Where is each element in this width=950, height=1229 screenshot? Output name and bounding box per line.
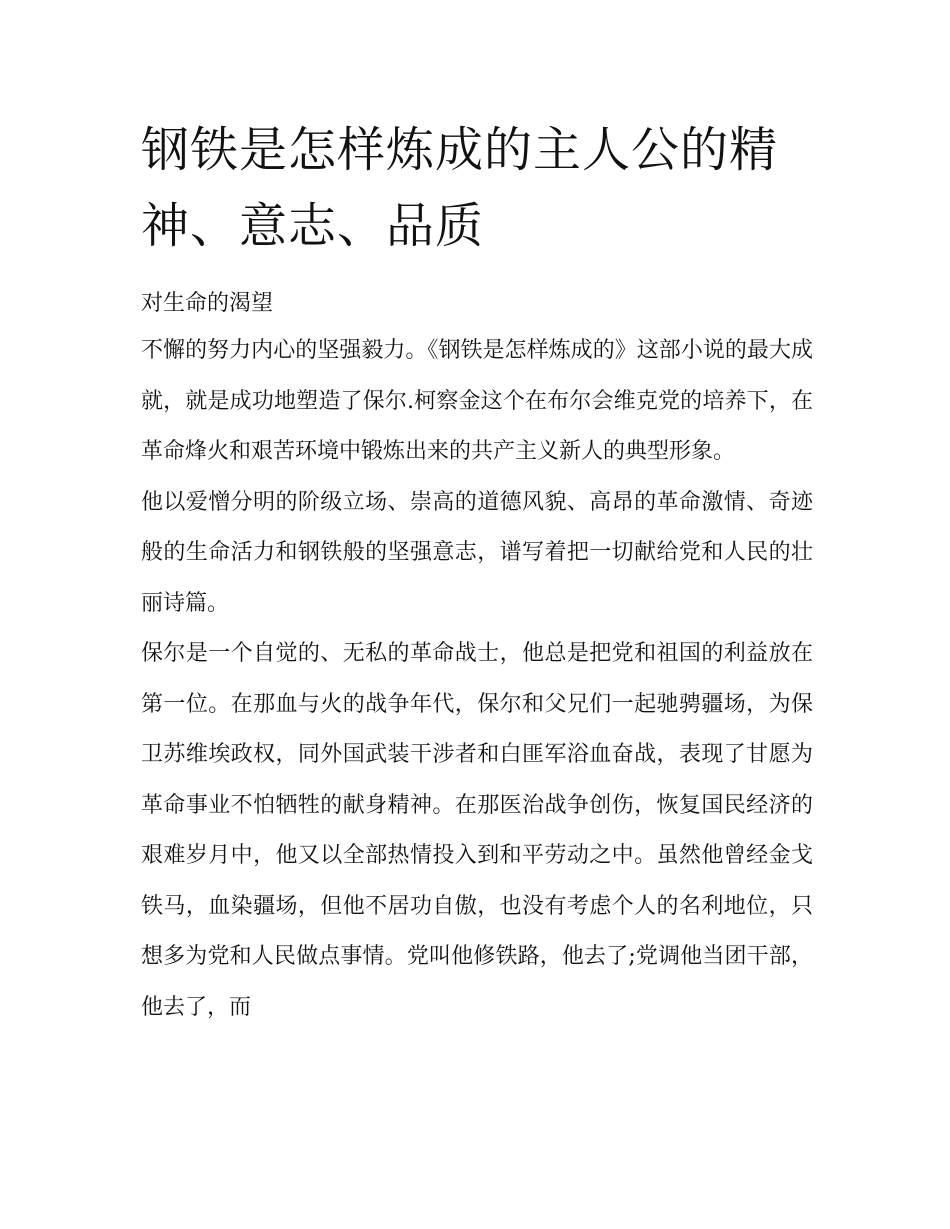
document-subtitle: 对生命的渴望: [141, 291, 274, 316]
document-title: 钢铁是怎样炼成的主人公的精神、意志、品质: [141, 122, 779, 254]
paragraph-2: 他以爱憎分明的阶级立场、崇高的道德风貌、高昂的革命激情、奇迹般的生命活力和钢铁般的坚强意志，谱写着把一切献给党和人民的壮丽诗篇。: [141, 489, 813, 616]
paragraph-3: 保尔是一个自觉的、无私的革命战士，他总是把党和祖国的利益放在第一位。在那血与火的战争年代，保尔和父兄们一起驰骋疆场，为保卫苏维埃政权，同外国武装干涉者和白匪军浴血奋战，表现了甘愿为革命事业不怕牺牲的献身精神。在那医治战争创伤，恢复国民经济的艰难岁月中，他又以全部热情投入到和平劳动之中。虽然他曾经金戈铁马，血染疆场，但他不居功自傲，也没有考虑个人的名利地位，只想多为党和人民做点事情。党叫他修铁路，他去了;党调他当团干部，他去了，而: [141, 641, 813, 1020]
document-page: [141, 112, 813, 1033]
paragraph-1: 不懈的努力内心的坚强毅力。《钢铁是怎样炼成的》这部小说的最大成就，就是成功地塑造了保尔.柯察金这个在布尔会维克党的培养下，在革命烽火和艰苦环境中锻炼出来的共产主义新人的典型形象。: [141, 338, 813, 464]
